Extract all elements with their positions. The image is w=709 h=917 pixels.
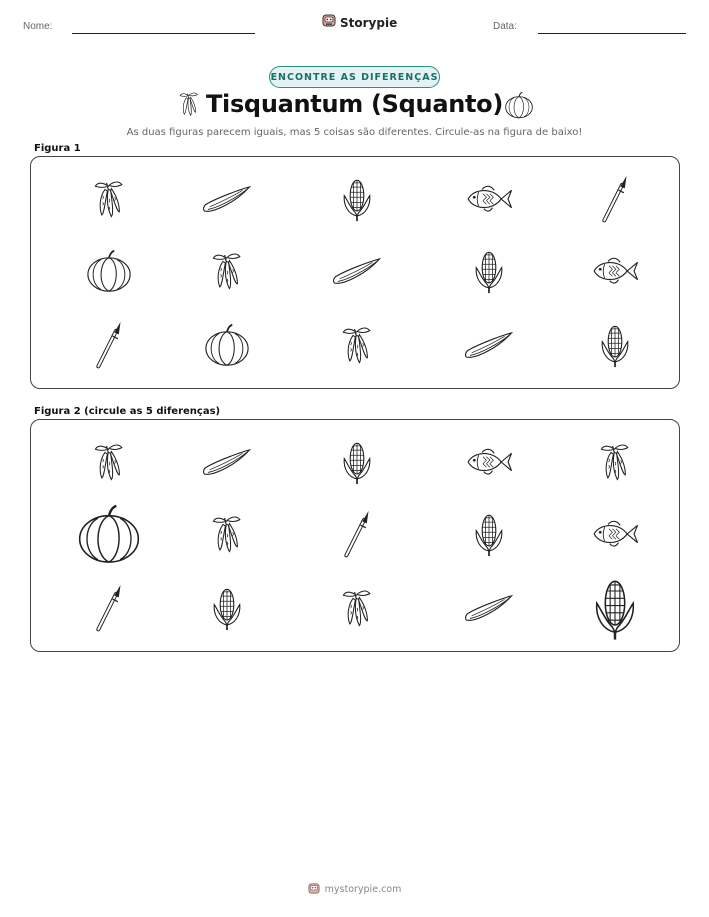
fig2-pumpkin-large-icon[interactable] xyxy=(76,501,142,567)
name-line[interactable] xyxy=(72,33,255,34)
fig2-beans-icon[interactable] xyxy=(595,440,635,484)
fig2-canoe-icon[interactable] xyxy=(201,442,253,482)
footer xyxy=(0,880,709,899)
fig2-canoe-icon[interactable] xyxy=(463,588,515,628)
fig1-corn-icon[interactable] xyxy=(340,175,374,223)
fig2-corn-icon[interactable] xyxy=(340,438,374,486)
activity-badge: ENCONTRE AS DIFERENÇAS xyxy=(269,66,440,88)
fig2-beans-icon[interactable] xyxy=(337,586,377,630)
fig2-spear-icon[interactable] xyxy=(93,583,125,633)
footer-url[interactable]: mystorypie.com xyxy=(324,884,402,895)
page-title: Tisquantum (Squanto) xyxy=(205,90,504,118)
fig1-beans-icon[interactable] xyxy=(89,177,129,221)
fig1-beans-icon[interactable] xyxy=(337,323,377,367)
fig1-fish-icon[interactable] xyxy=(463,181,515,217)
fig1-beans-icon[interactable] xyxy=(207,249,247,293)
figure1-label: Figura 1 xyxy=(34,143,81,154)
date-line[interactable] xyxy=(538,33,686,34)
storypie-mascot-icon xyxy=(322,13,336,32)
fig1-spear-icon[interactable] xyxy=(93,320,125,370)
brand-name: Storypie xyxy=(340,15,398,30)
figure1-panel xyxy=(30,156,680,389)
fig2-beans-icon[interactable] xyxy=(207,512,247,556)
instructions: As duas figuras parecem iguais, mas 5 coisas são diferentes. Circule-as na figura de baixo! xyxy=(126,127,583,138)
fig1-canoe-icon[interactable] xyxy=(463,325,515,365)
fig1-fish-icon[interactable] xyxy=(589,253,641,289)
fig1-canoe-icon[interactable] xyxy=(331,251,383,291)
fig2-corn-icon[interactable] xyxy=(472,510,506,558)
name-label: Nome: xyxy=(23,21,53,32)
fig1-pumpkin-icon[interactable] xyxy=(85,249,133,293)
fig2-fish-icon[interactable] xyxy=(463,444,515,480)
storypie-mascot-icon xyxy=(308,880,320,899)
fig1-corn-icon[interactable] xyxy=(472,247,506,295)
fig1-canoe-icon[interactable] xyxy=(201,179,253,219)
brand-logo xyxy=(322,13,397,32)
date-label: Data: xyxy=(493,21,517,32)
fig2-corn-large-icon[interactable] xyxy=(589,574,641,642)
fig2-spear-icon[interactable] xyxy=(341,509,373,559)
fig2-corn-icon[interactable] xyxy=(210,584,244,632)
fig1-pumpkin-icon[interactable] xyxy=(203,323,251,367)
fig1-spear-icon[interactable] xyxy=(599,174,631,224)
figure2-label: Figura 2 (circule as 5 diferenças) xyxy=(34,406,221,417)
figure2-panel xyxy=(30,419,680,652)
fig1-corn-icon[interactable] xyxy=(598,321,632,369)
fig2-fish-icon[interactable] xyxy=(589,516,641,552)
fig2-beans-icon[interactable] xyxy=(89,440,129,484)
pumpkin-icon xyxy=(504,91,534,123)
